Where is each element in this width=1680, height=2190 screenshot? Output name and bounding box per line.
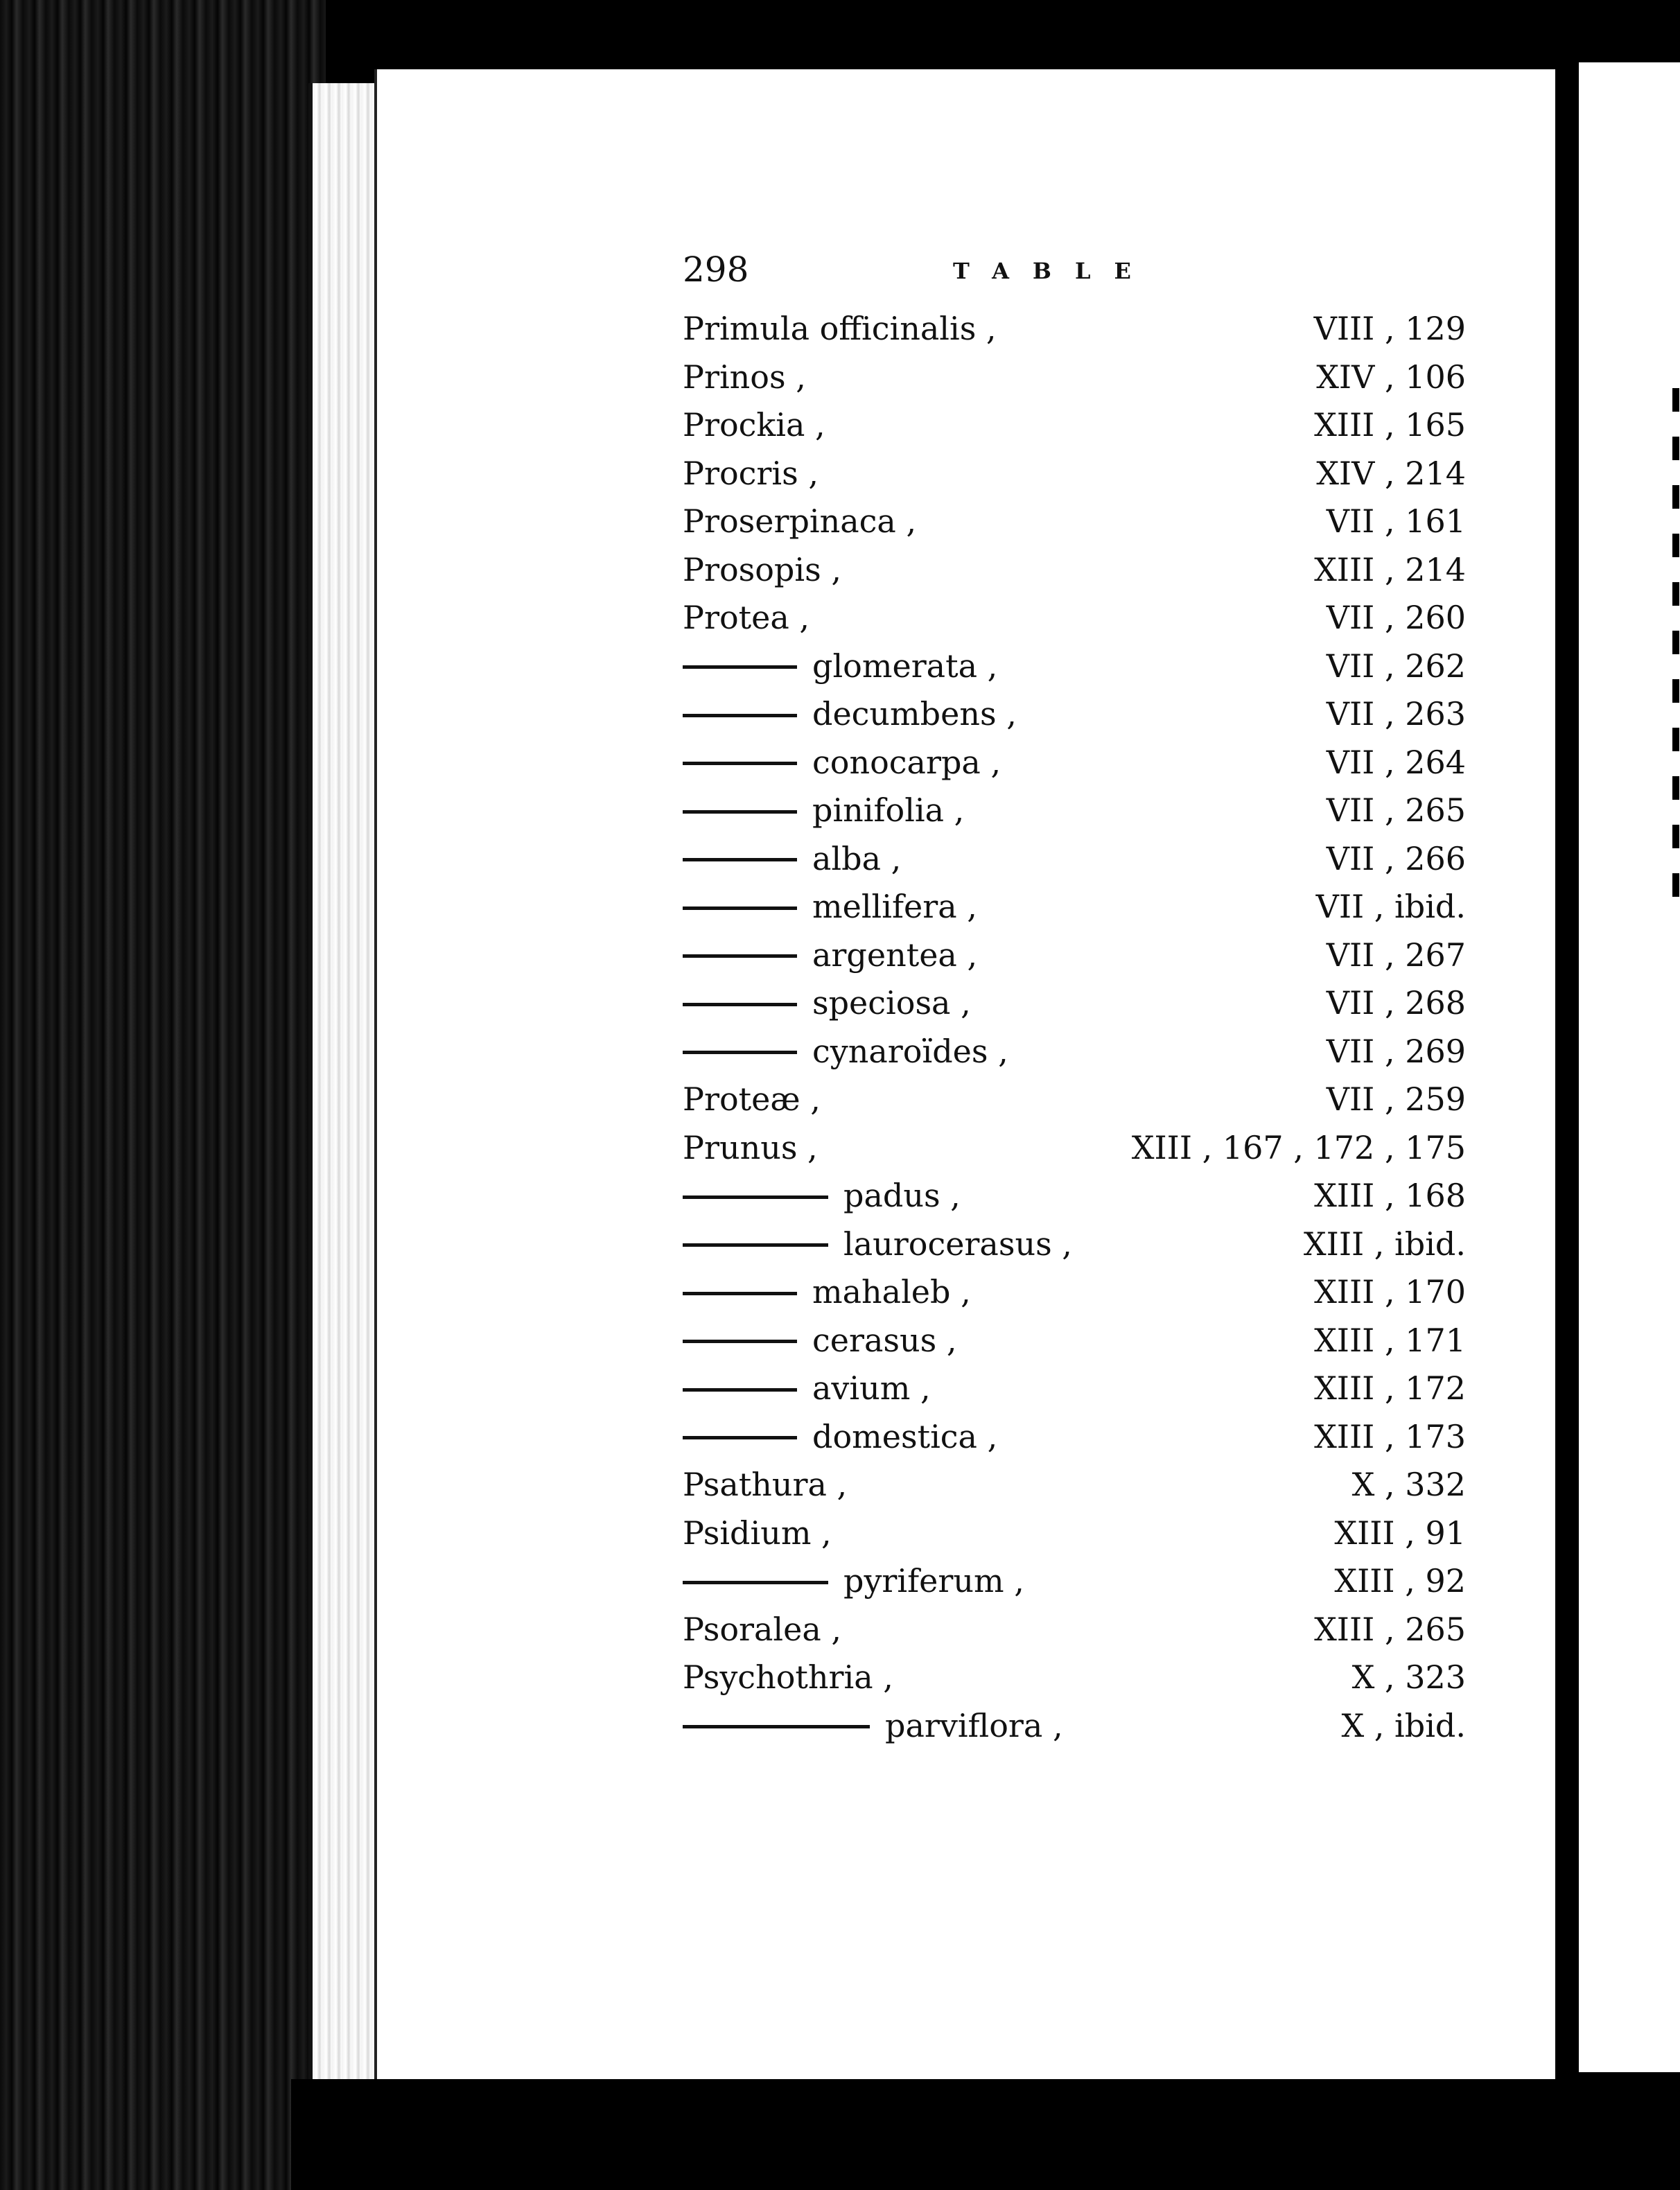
entry-reference: VII , 264 [1326,743,1466,781]
index-entry [683,690,1466,739]
entry-name [683,1076,821,1124]
entry-name [683,1172,961,1220]
index-entry [683,1654,1466,1702]
entry-reference: X , ibid. [1341,1706,1466,1744]
index-entry [683,305,1466,353]
entry-name-text: Procris , [683,454,819,492]
entry-reference: XIII , 265 [1314,1610,1466,1648]
entry-name-text: Proteæ , [683,1080,821,1118]
entry-reference: VII , 260 [1326,599,1466,636]
entry-name [683,546,841,595]
entry-name-text: pyriferum , [843,1562,1024,1600]
entry-name-text: mahaleb , [812,1273,971,1311]
entry-reference: XIII , 92 [1334,1562,1466,1600]
index-entry [683,642,1466,691]
index-entry [683,498,1466,546]
entry-name [683,787,964,835]
entry-name-text: speciosa , [812,984,971,1022]
entry-name [683,1028,1008,1076]
index-entry [683,546,1466,595]
ditto-dash [683,906,797,910]
index-entry [683,1365,1466,1413]
page-header [683,249,1182,298]
entry-reference: VII , 269 [1326,1032,1466,1070]
entry-name [683,1557,1024,1606]
entry-name [683,883,977,931]
entry-name [683,739,1001,787]
entry-reference: XIII , 167 , 172 , 175 [1131,1128,1466,1166]
index-entry [683,835,1466,884]
entry-name [683,1654,893,1702]
index-entry [683,1172,1466,1220]
index-entry [683,1606,1466,1654]
entry-name [683,931,977,980]
ditto-dash [683,1581,828,1584]
index-entry [683,979,1466,1028]
entry-name-text: Psidium , [683,1514,832,1552]
ditto-dash [683,810,797,814]
index-entry [683,353,1466,402]
entry-name [683,1509,832,1558]
entry-reference: VII , 259 [1326,1080,1466,1118]
entry-reference: VII , 161 [1326,502,1466,540]
index-entry [683,787,1466,835]
entry-reference: XIII , 91 [1334,1514,1466,1552]
index-entry [683,1461,1466,1509]
entry-reference: XIII , 170 [1314,1273,1466,1311]
index-entry [683,1413,1466,1462]
entry-name [683,1461,847,1509]
entry-name-text: Psoralea , [683,1610,842,1648]
index-entry [683,1124,1466,1173]
entry-name-text: parviflora , [885,1706,1063,1744]
entry-name [683,1413,997,1462]
index-entry [683,883,1466,931]
entry-name [683,1365,931,1413]
entry-name-text: Psychothria , [683,1658,893,1696]
entry-name-text: laurocerasus , [843,1225,1072,1263]
entry-reference: XIV , 106 [1316,358,1466,396]
entry-reference: XIII , 168 [1314,1177,1466,1214]
entry-name-text: Prinos , [683,358,806,396]
entry-reference: VII , 262 [1326,647,1466,685]
index-entry [683,1268,1466,1317]
ditto-dash [683,1340,797,1343]
scan-border [291,2079,1680,2190]
entry-name-text: conocarpa , [812,743,1001,781]
index-entry [683,1557,1466,1606]
entry-reference: VIII , 129 [1313,310,1466,347]
entry-name [683,305,997,353]
entry-name-text: domestica , [812,1417,998,1455]
entry-name [683,450,819,498]
entry-reference: XIII , 165 [1314,406,1466,444]
entry-name-text: mellifera , [812,888,977,925]
entry-name [683,401,825,450]
entry-name [683,1124,818,1173]
entry-name [683,498,916,546]
entry-name-text: argentea , [812,936,978,974]
ditto-dash [683,714,797,717]
entry-name [683,690,1017,739]
entry-name-text: Proserpinaca , [683,502,917,540]
page-number: 298 [683,249,749,290]
entry-name [683,835,901,884]
index-entry [683,1509,1466,1558]
ditto-dash [683,665,797,669]
entry-name-text: avium , [812,1369,931,1407]
index-entry [683,1220,1466,1269]
entry-reference: X , 332 [1351,1466,1466,1503]
entry-name [683,594,810,642]
entry-name-text: glomerata , [812,647,998,685]
entry-name-text: Protea , [683,599,810,636]
entry-reference: XIII , 214 [1314,550,1466,588]
entry-name [683,1606,841,1654]
entry-name-text: cerasus , [812,1321,957,1359]
entry-name [683,1317,956,1365]
ditto-dash [683,1243,828,1247]
index-entry [683,1317,1466,1365]
ditto-dash [683,1195,828,1199]
entry-name [683,1220,1072,1269]
entry-reference: XIII , 172 [1314,1369,1466,1407]
entry-name-text: Prockia , [683,406,825,444]
entry-name [683,979,971,1028]
entry-name-text: pinifolia , [812,791,965,829]
book-spine [0,0,326,2190]
entry-reference: VII , 265 [1326,791,1466,829]
facing-page-edge [1573,62,1680,2072]
ditto-dash [683,762,797,765]
entry-name [683,642,997,691]
entry-reference: VII , 267 [1326,936,1466,974]
index-entry [683,931,1466,980]
index-entry [683,739,1466,787]
entry-name-text: Psathura , [683,1466,848,1503]
index-entry [683,594,1466,642]
entry-name-text: cynaroïdes , [812,1032,1008,1070]
ditto-dash [683,1436,797,1439]
running-head: TABLE [953,258,1155,284]
index-entry [683,450,1466,498]
entry-reference: VII , 266 [1326,839,1466,877]
entry-reference: VII , ibid. [1315,888,1466,925]
entry-reference: VII , 263 [1326,695,1466,733]
index-entry [683,1028,1466,1076]
entry-name-text: decumbens , [812,695,1017,733]
entry-name [683,353,806,402]
index-entry [683,401,1466,450]
entry-name-text: Prunus , [683,1128,818,1166]
entry-name [683,1702,1063,1751]
entry-reference: XIV , 214 [1316,454,1466,492]
ditto-dash [683,1725,870,1728]
ditto-dash [683,954,797,958]
entry-name-text: Primula officinalis , [683,310,997,347]
entry-reference: XIII , ibid. [1303,1225,1466,1263]
entry-reference: VII , 268 [1326,984,1466,1022]
ditto-dash [683,1388,797,1392]
entry-name-text: Prosopis , [683,550,841,588]
index-entry [683,1702,1466,1751]
entry-reference: X , 323 [1351,1658,1466,1696]
index-table [683,305,1466,1750]
entry-reference: XIII , 171 [1314,1321,1466,1359]
entry-reference: XIII , 173 [1314,1417,1466,1455]
index-entry [683,1076,1466,1124]
entry-name-text: padus , [843,1177,961,1214]
ditto-dash [683,1292,797,1295]
ditto-dash [683,1051,797,1054]
entry-name-text: alba , [812,839,902,877]
ditto-dash [683,858,797,861]
entry-name [683,1268,971,1317]
ditto-dash [683,1003,797,1006]
